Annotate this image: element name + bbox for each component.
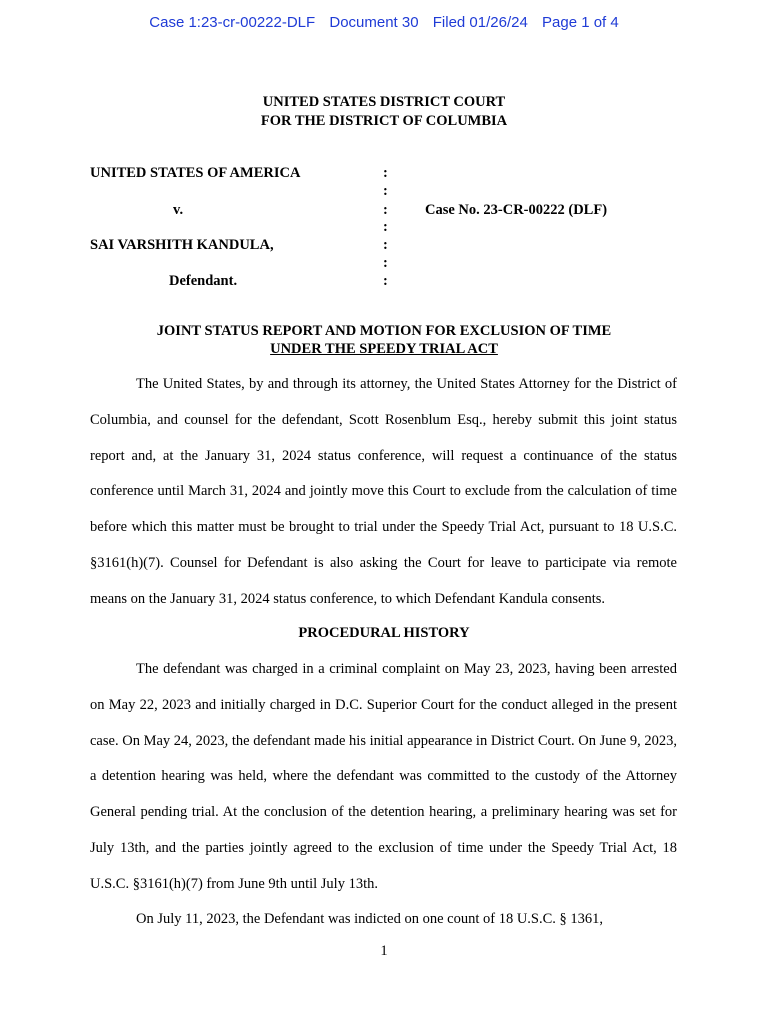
intro-paragraph: The United States, by and through its attorney, the United States Attorney for the District of Columbia, and counsel for the defendant, Scott Rosenblum Esq., hereby submit this joint status report and, at the January 31, 2024 status conference, will request a continuance of the status conference until March 31, 2024 and jointly move this Court to exclude from the calculation of time before which this matter must be brought to trial under the Speedy Trial Act, pursuant to 18 U.S.C. §3161(h)(7). Counsel for Defendant is also asking the Court for leave to participate via remote means on the January 31, 2024 status conference, to which Defendant Kandula consents. <box>90 376 677 607</box>
caption-versus: v. <box>173 202 184 218</box>
page-number: 1 <box>380 943 388 959</box>
caption-colon: : <box>383 255 388 271</box>
procedural-history-paragraph-1: The defendant was charged in a criminal complaint on May 23, 2023, having been arrested on May 22, 2023 and initially charged in D.C. Superior Court for the conduct alleged in the present case. On May 24, 2023, the defendant made his initial appearance in District Court. On June 9, 2023, a detention hearing was held, where the defendant was committed to the custody of the Attorney General pending trial. At the conclusion of the detention hearing, a preliminary hearing was set for July 13th, and the parties jointly agreed to the exclusion of time under the Speedy Trial Act, 18 U.S.C. §3161(h)(7) from June 9th until July 13th. <box>90 661 677 892</box>
caption-colon: : <box>383 219 388 235</box>
caption-plaintiff: UNITED STATES OF AMERICA <box>90 165 301 181</box>
document-title-line-1: JOINT STATUS REPORT AND MOTION FOR EXCLUSION OF TIME <box>156 323 612 339</box>
court-name-line-1: UNITED STATES DISTRICT COURT <box>262 94 506 110</box>
caption-defendant-name: SAI VARSHITH KANDULA, <box>90 237 274 253</box>
caption-colon: : <box>383 237 388 253</box>
document-title-line-2: UNDER THE SPEEDY TRIAL ACT <box>270 341 498 357</box>
caption-colon: : <box>383 183 388 199</box>
caption-colon: : <box>383 273 388 289</box>
stamp-document-number: Document 30 <box>329 14 419 31</box>
document-title <box>0 322 768 358</box>
caption-case-number: Case No. 23-CR-00222 (DLF) <box>425 202 608 218</box>
stamp-case-number: Case 1:23-cr-00222-DLF <box>149 14 316 31</box>
stamp-filed-date: Filed 01/26/24 <box>432 14 528 31</box>
caption-colon: : <box>383 202 388 218</box>
stamp-page-count: Page 1 of 4 <box>542 14 619 31</box>
procedural-history-paragraph-2: On July 11, 2023, the Defendant was indicted on one count of 18 U.S.C. § 1361, <box>136 911 604 927</box>
caption-defendant-label: Defendant. <box>169 273 238 289</box>
court-name-line-2: FOR THE DISTRICT OF COLUMBIA <box>260 113 508 129</box>
procedural-history-heading: PROCEDURAL HISTORY <box>298 625 470 641</box>
case-caption <box>0 0 768 300</box>
caption-colon: : <box>383 165 388 181</box>
